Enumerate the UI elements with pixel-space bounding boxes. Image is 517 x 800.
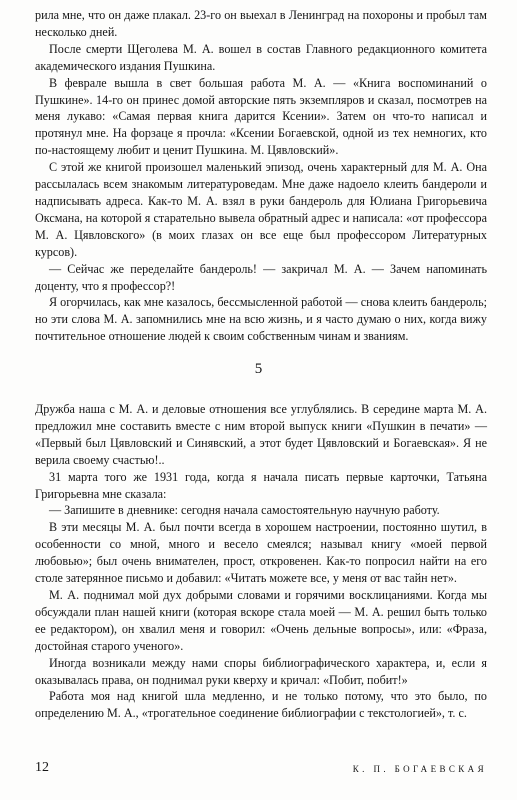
paragraph: — Запишите в дневнике: сегодня начала самостоятельную научную работу.	[49, 503, 440, 518]
paragraph: Работа моя над книгой шла медленно, и не только потому, что это было, по определению М. А., «трогательное соединение библиографии с текстологией», т. с.	[35, 689, 487, 721]
paragraph: После смерти Щеголева М. А. вошел в состав Главного редакционного комитета академического издания Пушкина.	[35, 41, 487, 73]
chapter-number: 5	[254, 361, 263, 377]
running-head: К. П. БОГАЕВСКАЯ	[352, 764, 487, 774]
paragraph: Иногда возникали между нами споры библиографического характера, и, если я оказывалась права, он поднимал руки кверху и кричал: «Побит, побит!»	[35, 655, 487, 687]
paragraph: — Сейчас же переделайте бандероль! — закричал М. А. — Зачем напоминать доценту, что я профессор?!	[35, 261, 487, 293]
paragraph: С этой же книгой произошел маленький эпизод, очень характерный для М. А. Она рассылалась всем знакомым литературоведам. Мне даже надоело клеить бандероли и надписывать адреса. Как-то М. А. взял в руки бандероль для Юлиана Григорьевича Оксмана, на которой я старательно вывела обратный адрес и написала: «от профессора М. А. Цявловского» (в моих глазах он все еще был профессором Литературных курсов).	[35, 160, 487, 259]
paragraph: Я огорчилась, как мне казалось, бессмысленной работой — снова клеить бандероль; но эти слова М. А. запомнились мне на всю жизнь, и я часто думаю о них, когда вижу почтительное отношение людей к своим собственным чинам и званиям.	[35, 295, 487, 344]
paragraph: В эти месяцы М. А. был почти всегда в хорошем настроении, постоянно шутил, в особенности со мной, много и весело смеялся; называл книгу «моей первой любовью»; был очень внимателен, прост, откровенен. Как-то попросил найти на его столе затерянное письмо и добавил: «Читать можете все, у меня от вас тайн нет».	[35, 520, 487, 586]
paragraph: В феврале вышла в свет большая работа М. А. — «Книга воспоминаний о Пушкине». 14-го он принес домой авторские пять экземпляров и сказал, посмотрев на меня лукаво: «Самая первая книга дарится Ксении». Затем он что-то написал и протянул мне. На форзаце я прочла: «Ксении Богаевской, одной из тех немногих, кто по-настоящему любит и ценит Пушкина. М. Цявловский».	[35, 75, 487, 158]
paragraph-continuation: рила мне, что он даже плакал. 23-го он выехал в Ленинград на похороны и пробыл там несколько дней.	[35, 8, 487, 39]
paragraph: М. А. поднимал мой дух добрыми словами и горячими восклицаниями. Когда мы обсуждали план нашей книги (которая вскоре стала моей — М. А. решил быть только ее редактором), он хвалил меня и говорил: «Очень дельные вопросы», или: «Фраза, достойная старого ученого».	[35, 587, 487, 653]
paragraph: 31 марта того же 1931 года, когда я начала писать первые карточки, Татьяна Григорьевна мне сказала:	[35, 469, 487, 501]
top-text-block	[35, 7, 487, 345]
paragraph-first: Дружба наша с М. А. и деловые отношения все углублялись. В середине марта М. А. предложил мне составить вместе с ним второй выпуск книги «Пушкин в печати» — «Первый был Цявловский и Синявский, а этот будет Цявловский и Богаевская». Я не верила своему счастью!..	[35, 402, 487, 467]
page-number: 12	[35, 760, 49, 775]
bottom-text-block	[35, 401, 487, 722]
